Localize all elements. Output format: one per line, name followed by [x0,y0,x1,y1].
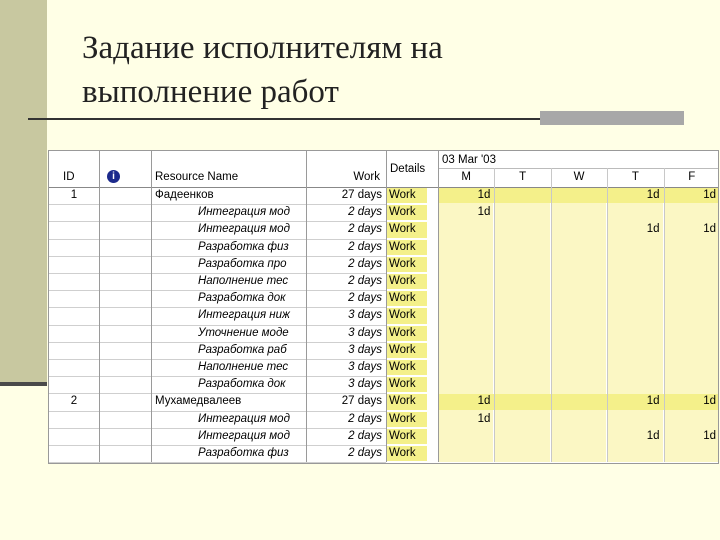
column-divider [438,151,439,462]
row-work[interactable]: 2 days [348,223,382,236]
header-details[interactable]: Details [390,163,426,175]
day-divider [607,168,608,462]
row-resource-name[interactable]: Интеграция мод [198,206,290,219]
row-details-label: Work [387,222,427,237]
left-accent-bar-edge [0,382,47,386]
row-work[interactable]: 2 days [348,240,382,253]
row-resource-name[interactable]: Интеграция ниж [198,309,290,322]
row-day-value[interactable]: 1d [477,395,491,408]
row-day-value[interactable]: 1d [703,395,716,408]
resource-usage-grid [48,150,719,464]
row-details-label: Work [387,429,427,444]
row-resource-name[interactable]: Наполнение тес [198,361,289,373]
row-day-value[interactable]: 1d [646,189,660,201]
column-divider [386,151,387,462]
row-details-label: Work [387,308,427,323]
row-details-label: Work [387,394,427,409]
header-id[interactable]: ID [63,171,75,183]
row-resource-name[interactable]: Фадеенков [155,189,214,201]
column-divider [151,151,152,462]
row-details-label: Work [387,240,427,255]
row-work[interactable]: 2 days [348,275,382,287]
row-details-label: Work [387,326,427,341]
row-day-value[interactable]: 1d [477,206,491,219]
row-work[interactable]: 2 days [348,412,382,425]
slide-title-line-1: Задание исполнителям на [82,30,443,66]
row-resource-name[interactable]: Разработка физ [198,240,289,253]
row-details-label: Work [387,377,427,392]
row-details-label: Work [387,412,427,427]
title-underline-accent [540,111,684,125]
header-week-date[interactable]: 03 Mar '03 [442,154,496,166]
row-details-label: Work [387,360,427,375]
row-divider [49,462,386,463]
row-details-label: Work [387,274,427,289]
title-underline [28,118,540,120]
header-day[interactable]: T [631,171,639,183]
row-details-label: Work [387,343,427,358]
calendar-day-column [494,187,549,462]
row-work[interactable]: 2 days [348,257,382,270]
header-day[interactable]: F [688,171,696,183]
header-day[interactable]: W [573,171,585,183]
row-resource-name[interactable]: Разработка физ [198,447,289,459]
row-details-label: Work [387,257,427,272]
header-day[interactable]: T [519,171,527,183]
week-divider [438,168,719,169]
day-divider [664,168,665,462]
day-divider [494,168,495,462]
row-day-value[interactable]: 1d [646,395,660,408]
column-divider [99,151,100,462]
slide-title [82,26,642,114]
left-accent-bar [0,0,47,382]
row-details-label: Work [387,291,427,306]
day-divider [551,168,552,462]
row-details-label: Work [387,188,427,203]
slide-title-line-2: выполнение работ [82,74,339,110]
row-resource-name[interactable]: Разработка док [198,292,286,305]
row-work[interactable]: 3 days [348,361,382,373]
row-resource-name[interactable]: Интеграция мод [198,223,290,236]
row-details-label: Work [387,205,427,220]
column-divider [306,151,307,462]
row-work[interactable]: 2 days [348,429,382,442]
row-work[interactable]: 2 days [348,447,382,459]
row-id: 1 [70,189,78,201]
row-day-value[interactable]: 1d [703,189,716,201]
calendar-day-column [551,187,606,462]
row-work[interactable]: 3 days [348,309,382,322]
row-resource-name[interactable]: Интеграция мод [198,429,290,442]
row-day-value[interactable]: 1d [477,412,491,425]
row-id: 2 [70,395,78,408]
row-work[interactable]: 2 days [348,292,382,305]
row-resource-name[interactable]: Уточнение моде [198,326,289,339]
row-day-value[interactable]: 1d [646,429,660,442]
row-day-value[interactable]: 1d [703,429,716,442]
row-resource-name[interactable]: Разработка про [198,257,287,270]
row-day-value[interactable]: 1d [703,223,716,236]
row-resource-name[interactable]: Разработка раб [198,343,287,356]
row-work[interactable]: 2 days [348,206,382,219]
row-work[interactable]: 3 days [348,343,382,356]
row-resource-name[interactable]: Мухамедвалеев [155,395,242,408]
row-day-value[interactable]: 1d [477,189,491,201]
header-resource-name[interactable]: Resource Name [155,171,239,183]
row-details-label: Work [387,446,427,461]
header-day[interactable]: M [461,171,471,183]
info-icon[interactable]: i [107,170,120,183]
row-day-value[interactable]: 1d [646,223,660,236]
row-resource-name[interactable]: Разработка док [198,378,286,391]
row-work[interactable]: 3 days [348,326,382,339]
row-work[interactable]: 3 days [348,378,382,391]
header-work[interactable]: Work [353,171,380,183]
row-work[interactable]: 27 days [341,395,382,408]
row-work[interactable]: 27 days [341,189,382,201]
row-resource-name[interactable]: Интеграция мод [198,412,290,425]
row-resource-name[interactable]: Наполнение тес [198,275,289,287]
